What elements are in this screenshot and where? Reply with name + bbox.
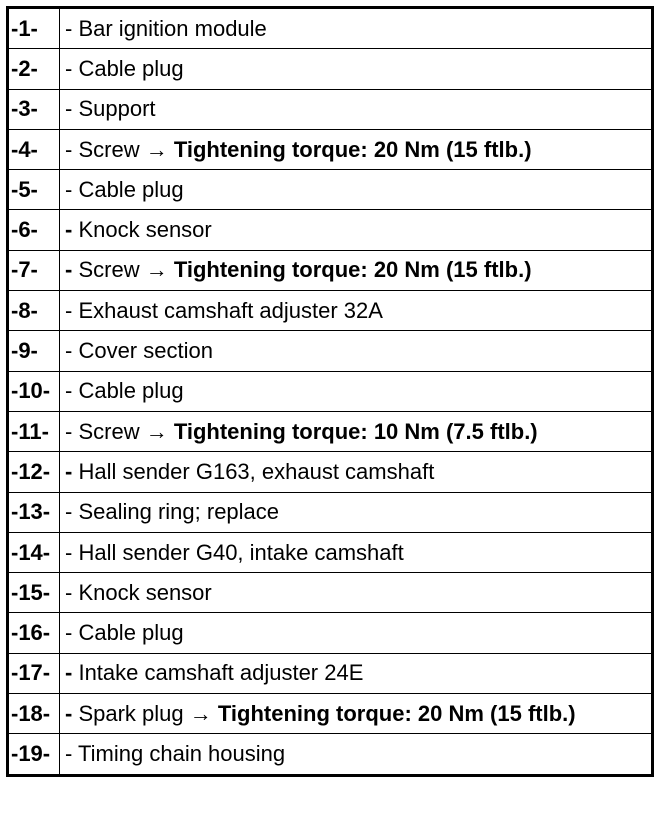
item-dash: - bbox=[65, 338, 79, 364]
table-row bbox=[8, 411, 653, 451]
item-description bbox=[60, 573, 653, 613]
item-number: -8- bbox=[8, 291, 60, 331]
item-number: -12- bbox=[8, 452, 60, 492]
table-row bbox=[8, 532, 653, 572]
table-row bbox=[8, 210, 653, 250]
item-number: -3- bbox=[8, 89, 60, 129]
table-row bbox=[8, 613, 653, 653]
item-text: Timing chain housing bbox=[78, 740, 286, 766]
item-text: Screw bbox=[78, 418, 140, 444]
item-number: -9- bbox=[8, 331, 60, 371]
item-text: Exhaust camshaft adjuster 32A bbox=[78, 297, 383, 323]
item-dash: - bbox=[65, 660, 79, 686]
item-dash: - bbox=[65, 15, 79, 41]
item-dash: - bbox=[65, 499, 79, 525]
table-row bbox=[8, 331, 653, 371]
item-text: Knock sensor bbox=[78, 217, 212, 243]
item-description bbox=[60, 734, 653, 775]
item-dash: - bbox=[65, 458, 79, 484]
item-number: -15- bbox=[8, 573, 60, 613]
item-number: -2- bbox=[8, 49, 60, 89]
table-row bbox=[8, 371, 653, 411]
item-text: Sealing ring; replace bbox=[78, 499, 280, 525]
item-text: Screw bbox=[78, 257, 140, 283]
item-text: Support bbox=[78, 96, 156, 122]
item-arrow: → bbox=[139, 257, 174, 283]
item-text: Cover section bbox=[78, 338, 213, 364]
table-row bbox=[8, 170, 653, 210]
item-dash: - bbox=[65, 297, 79, 323]
item-dash: - bbox=[65, 418, 79, 444]
table-row bbox=[8, 734, 653, 775]
item-text: Cable plug bbox=[78, 378, 184, 404]
item-text: Screw bbox=[78, 136, 140, 162]
item-description bbox=[60, 694, 653, 734]
item-description bbox=[60, 411, 653, 451]
item-text: Cable plug bbox=[78, 55, 184, 81]
item-text: Hall sender G40, intake camshaft bbox=[78, 539, 404, 565]
item-description bbox=[60, 331, 653, 371]
table-row bbox=[8, 653, 653, 693]
item-number: -1- bbox=[8, 8, 60, 49]
item-dash: - bbox=[65, 257, 79, 283]
item-description bbox=[60, 653, 653, 693]
item-number: -4- bbox=[8, 129, 60, 169]
item-description bbox=[60, 532, 653, 572]
table-row bbox=[8, 492, 653, 532]
item-torque: Tightening torque: 20 Nm (15 ftlb.) bbox=[173, 136, 532, 162]
item-dash: - bbox=[65, 579, 79, 605]
item-torque: Tightening torque: 20 Nm (15 ftlb.) bbox=[173, 257, 532, 283]
item-description bbox=[60, 89, 653, 129]
item-dash: - bbox=[65, 217, 79, 243]
item-number: -17- bbox=[8, 653, 60, 693]
item-text: Spark plug bbox=[78, 700, 184, 726]
item-number: -5- bbox=[8, 170, 60, 210]
item-number: -11- bbox=[8, 411, 60, 451]
item-dash: - bbox=[65, 176, 79, 202]
item-dash: - bbox=[65, 620, 79, 646]
item-description bbox=[60, 492, 653, 532]
item-number: -10- bbox=[8, 371, 60, 411]
item-torque: Tightening torque: 20 Nm (15 ftlb.) bbox=[217, 700, 576, 726]
item-description bbox=[60, 452, 653, 492]
item-text: Cable plug bbox=[78, 620, 184, 646]
item-number: -13- bbox=[8, 492, 60, 532]
item-dash: - bbox=[65, 96, 79, 122]
table-row bbox=[8, 694, 653, 734]
item-text: Bar ignition module bbox=[78, 15, 267, 41]
item-dash: - bbox=[65, 55, 79, 81]
item-description bbox=[60, 613, 653, 653]
item-text: Hall sender G163, exhaust camshaft bbox=[78, 458, 435, 484]
table-row bbox=[8, 250, 653, 290]
item-text: Knock sensor bbox=[78, 579, 212, 605]
item-number: -19- bbox=[8, 734, 60, 775]
table-row bbox=[8, 129, 653, 169]
item-dash: - bbox=[65, 378, 79, 404]
item-dash: - bbox=[65, 136, 79, 162]
item-number: -18- bbox=[8, 694, 60, 734]
item-description bbox=[60, 8, 653, 49]
table-row bbox=[8, 573, 653, 613]
table-row bbox=[8, 89, 653, 129]
item-arrow: → bbox=[139, 418, 174, 444]
table-row bbox=[8, 452, 653, 492]
item-dash: - bbox=[65, 740, 79, 766]
item-dash: - bbox=[65, 539, 79, 565]
item-number: -14- bbox=[8, 532, 60, 572]
item-description bbox=[60, 170, 653, 210]
item-description bbox=[60, 250, 653, 290]
table-row bbox=[8, 8, 653, 49]
table-row bbox=[8, 49, 653, 89]
item-text: Cable plug bbox=[78, 176, 184, 202]
table-row bbox=[8, 291, 653, 331]
item-text: Intake camshaft adjuster 24E bbox=[78, 660, 364, 686]
item-dash: - bbox=[65, 700, 79, 726]
item-torque: Tightening torque: 10 Nm (7.5 ftlb.) bbox=[173, 418, 538, 444]
item-description bbox=[60, 129, 653, 169]
parts-legend-table bbox=[6, 6, 654, 777]
item-description bbox=[60, 291, 653, 331]
item-description bbox=[60, 210, 653, 250]
item-description bbox=[60, 371, 653, 411]
item-description bbox=[60, 49, 653, 89]
item-arrow: → bbox=[183, 700, 218, 726]
item-number: -7- bbox=[8, 250, 60, 290]
item-arrow: → bbox=[139, 136, 174, 162]
item-number: -16- bbox=[8, 613, 60, 653]
item-number: -6- bbox=[8, 210, 60, 250]
